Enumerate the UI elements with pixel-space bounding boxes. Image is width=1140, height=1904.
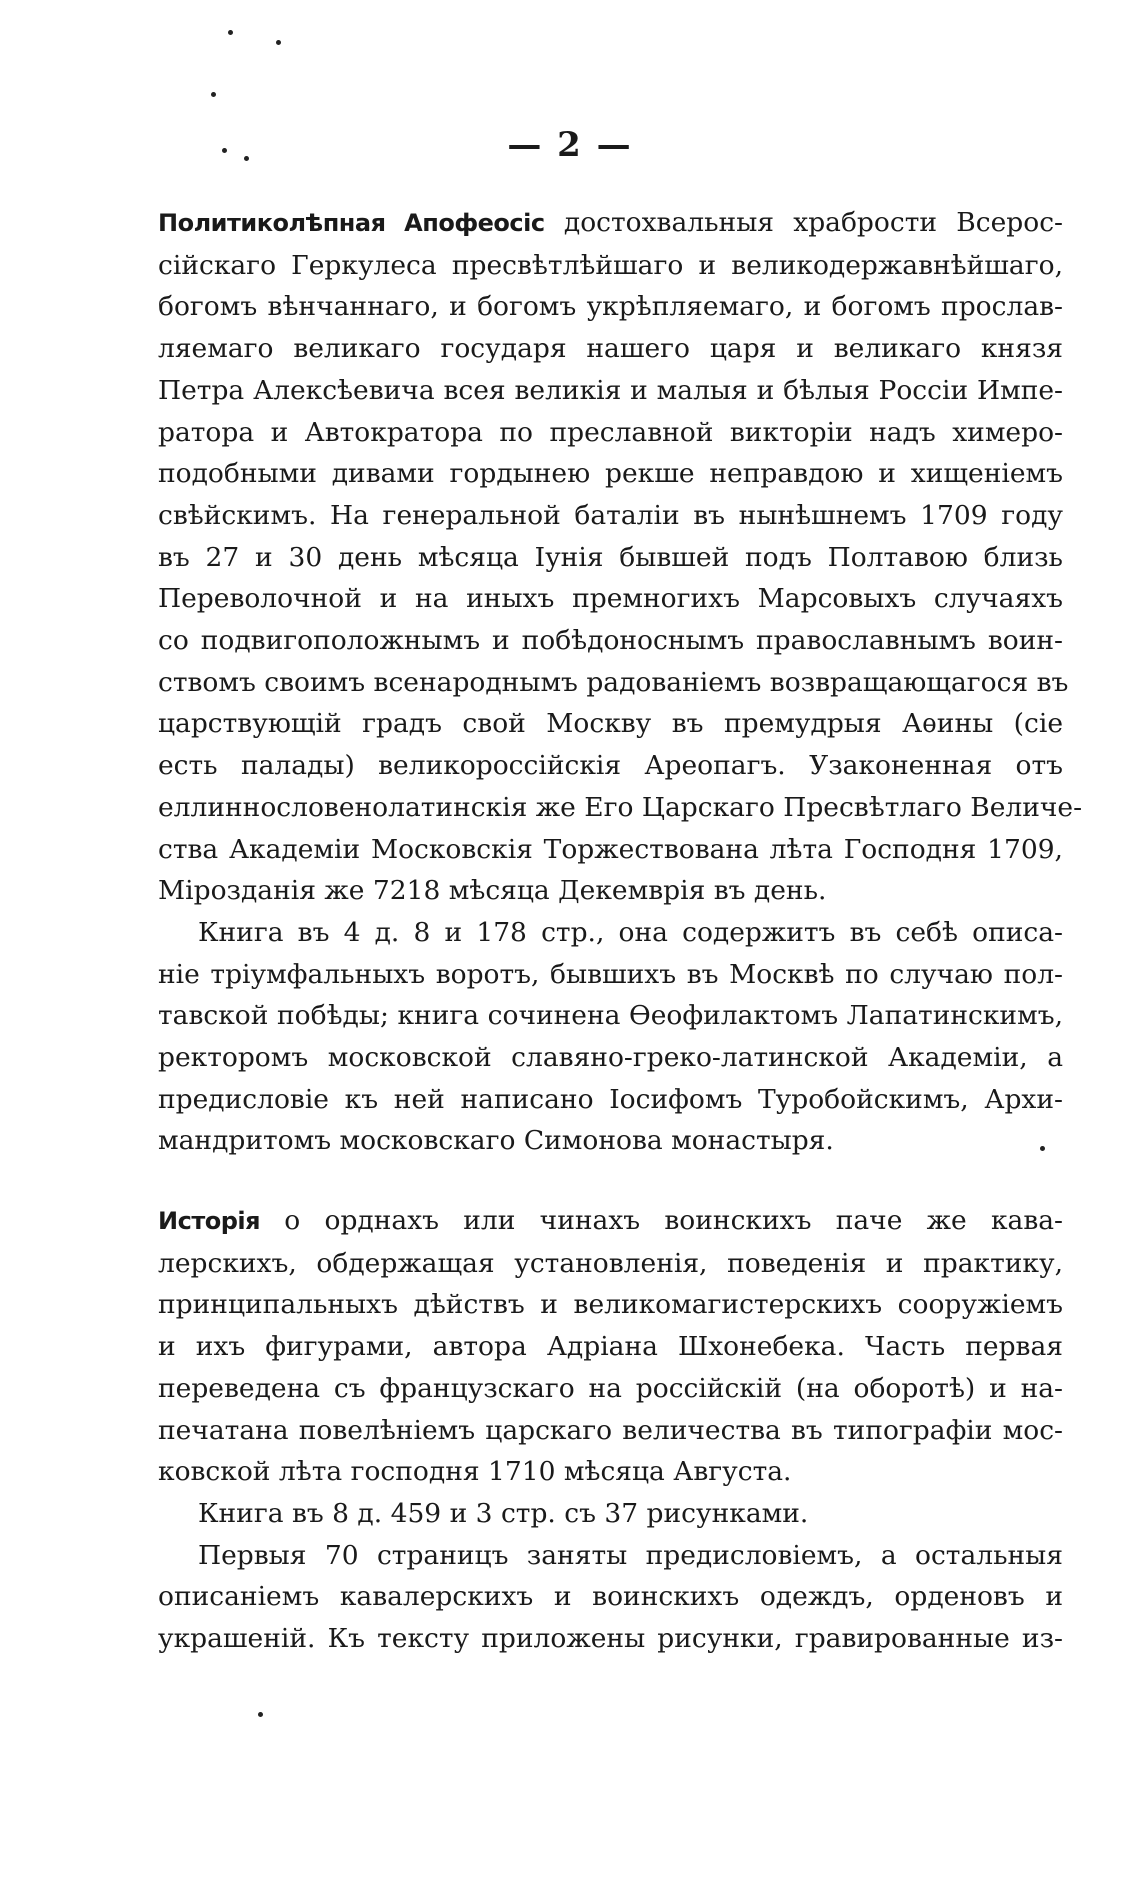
entry-line: принципальныхъ дѣйствъ и великомагистерскихъ сооружіемъ <box>158 1289 1063 1321</box>
description-line: Книга въ 4 д. 8 и 178 стр., она содержитъ въ себѣ описа- <box>198 916 1063 948</box>
entry-line: переведена съ французскаго на россійскій (на оборотѣ) и на- <box>158 1372 1063 1404</box>
entry-line: печатана повелѣніемъ царскаго величества въ типографіи мос- <box>158 1414 1063 1446</box>
bibliography-entry-1 <box>158 202 1083 1162</box>
entry-line: ляемаго великаго государя нашего царя и великаго князя <box>158 333 1063 365</box>
scan-speck <box>258 1712 263 1717</box>
description-line: Первыя 70 страницъ заняты предисловіемъ, а остальныя <box>198 1539 1063 1571</box>
bibliography-entry-2 <box>158 1200 1063 1660</box>
description-line: описаніемъ кавалерскихъ и воинскихъ одеждъ, орденовъ и <box>158 1581 1063 1613</box>
entry-line-text: достохвальныя храбрости Всерос- <box>563 207 1063 238</box>
scan-speck <box>211 92 216 97</box>
entry-line: Переволочной и на иныхъ премногихъ Марсовыхъ случаяхъ <box>158 583 1063 615</box>
scan-speck <box>276 40 281 45</box>
entry-line <box>158 1200 1063 1243</box>
entry-line: богомъ вѣнчаннаго, и богомъ укрѣпляемаго, и богомъ прослав- <box>158 291 1063 323</box>
entry-line: ковской лѣта господня 1710 мѣсяца Августа. <box>158 1456 792 1488</box>
entry-line <box>158 202 1063 245</box>
page-number: — 2 — <box>507 125 633 165</box>
entry-line: подобными дивами гордынею рекше неправдою и хищеніемъ <box>158 458 1063 490</box>
description-line: тавской побѣды; книга сочинена Ѳеофилактомъ Лапатинскимъ, <box>158 1000 1063 1032</box>
entry-line: со подвигоположнымъ и побѣдоноснымъ православнымъ воин- <box>158 625 1063 657</box>
entry-line: ствомъ своимъ всенароднымъ радованіемъ возвращающагося въ <box>158 666 1069 698</box>
entry-line: есть палады) великороссійскія Ареопагъ. Узаконенная отъ <box>158 750 1063 782</box>
entry-line: свѣйскимъ. На генеральной баталіи въ нынѣшнемъ 1709 году <box>158 499 1063 531</box>
entry-title: Исторія <box>158 1207 261 1235</box>
entry-line: ратора и Автократора по преславной викторіи надъ химеро- <box>158 416 1063 448</box>
entry-line: еллиннословенолатинскія же Его Царскаго Пресвѣтлаго Величе- <box>158 791 1083 823</box>
entry-line: въ 27 и 30 день мѣсяца Іунія бывшей подъ Полтавою близь <box>158 541 1063 573</box>
description-line: предисловіе къ ней написано Іосифомъ Туробойскимъ, Архи- <box>158 1083 1063 1115</box>
description-line: ректоромъ московской славяно-греко-латинской Академіи, а <box>158 1042 1063 1074</box>
description-line: ніе тріумфальныхъ воротъ, бывшихъ въ Москвѣ по случаю пол- <box>158 958 1063 990</box>
entry-line: Мірозданія же 7218 мѣсяца Декемврія въ день. <box>158 875 827 907</box>
entry-line: лерскихъ, обдержащая установленія, поведенія и практику, <box>158 1247 1063 1279</box>
description-line: украшеній. Къ тексту приложены рисунки, гравированные из- <box>158 1623 1063 1655</box>
entry-line: сійскаго Геркулеса пресвѣтлѣйшаго и великодержавнѣйшаго, <box>158 249 1063 281</box>
book-info-line: Книга въ 8 д. 459 и 3 стр. съ 37 рисунками. <box>198 1497 809 1529</box>
entry-title: Политиколѣпная Апофеосіс <box>158 209 545 237</box>
scan-speck <box>228 30 233 35</box>
entry-line-text: о орднахъ или чинахъ воинскихъ паче же кава- <box>284 1205 1063 1236</box>
entry-line: ства Академіи Московскія Торжествована лѣта Господня 1709, <box>158 833 1063 865</box>
entry-line: Петра Алексѣевича всея великія и малыя и бѣлыя Россіи Импе- <box>158 374 1063 406</box>
entry-line: и ихъ фигурами, автора Адріана Шхонебека. Часть первая <box>158 1331 1063 1363</box>
entry-line: царствующій градъ свой Москву въ премудрыя Аѳины (сіе <box>158 708 1063 740</box>
description-line: мандритомъ московскаго Симонова монастыря. <box>158 1125 834 1157</box>
